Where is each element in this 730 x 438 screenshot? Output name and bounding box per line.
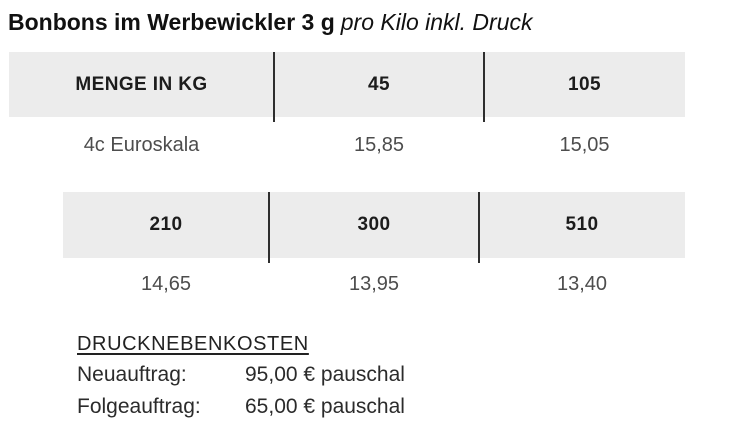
table2-price-qty-210: 14,65 [140, 272, 192, 295]
print-surcharges-section [77, 329, 405, 423]
table1-price-qty-105: 15,05 [559, 133, 610, 156]
title-unit-note: pro Kilo inkl. Druck [340, 9, 533, 35]
table2-column-divider-1 [268, 192, 270, 263]
table1-price-qty-45: 15,85 [353, 133, 405, 156]
table2-data-row [63, 271, 685, 297]
table1-data-row [9, 132, 685, 158]
table1-row-label-euroskala: 4c Euroskala [83, 133, 200, 156]
table2-price-qty-510: 13,40 [556, 272, 608, 295]
table1-header-row [9, 52, 685, 117]
table2-header-qty-210: 210 [149, 214, 183, 235]
surcharge-value-folgeauftrag: 65,00 € pauschal [245, 395, 405, 418]
surcharge-row-follow-up-order [77, 391, 405, 423]
table1-column-divider-2 [483, 52, 485, 122]
surcharge-label-neuauftrag: Neuauftrag: [77, 363, 187, 386]
table1-header-menge-in-kg: MENGE IN KG [75, 73, 208, 95]
table2-header-row [63, 192, 685, 258]
table2-price-qty-300: 13,95 [348, 272, 400, 295]
table2-header-qty-300: 300 [357, 214, 391, 235]
table2-header-qty-510: 510 [565, 214, 599, 235]
table1-column-divider-1 [273, 52, 275, 122]
table2-column-divider-2 [478, 192, 480, 263]
surcharge-value-neuauftrag: 95,00 € pauschal [245, 363, 405, 386]
surcharges-heading: DRUCKNEBENKOSTEN [77, 333, 309, 355]
page-title [8, 8, 533, 36]
surcharge-label-folgeauftrag: Folgeauftrag: [77, 395, 201, 418]
title-product-name: Bonbons im Werbewickler 3 g [8, 9, 335, 35]
table1-header-qty-105: 105 [568, 73, 601, 95]
table1-header-qty-45: 45 [368, 73, 390, 95]
surcharge-row-new-order [77, 359, 405, 391]
